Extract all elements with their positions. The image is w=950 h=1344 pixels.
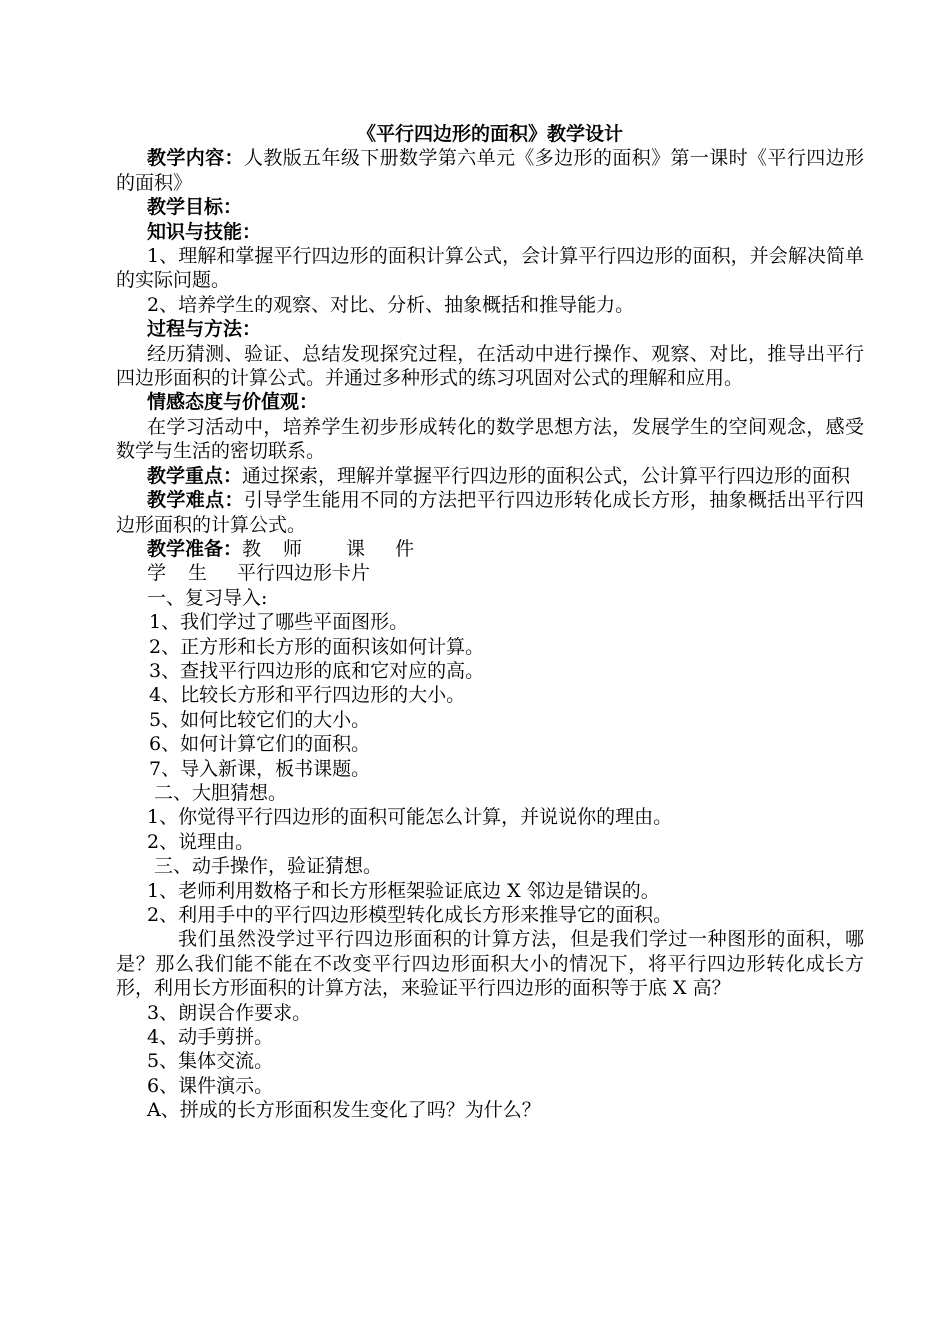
preparation-paragraph: [116, 537, 864, 561]
review-item-2: 2、正方形和长方形的面积该如何计算。: [149, 635, 485, 658]
difficulty-paragraph: [116, 488, 864, 537]
teaching-goals-heading: 教学目标：: [147, 196, 243, 219]
teaching-content-text: 人教版五年级下册数学第六单元《多边形的面积》第一课时《平行四边形的面积》: [116, 147, 864, 194]
guess-item-2: 2、说理由。: [147, 830, 255, 853]
document-body: [116, 122, 864, 1123]
difficulty-text: 引导学生能用不同的方法把平行四边形转化成长方形，抽象概括出平行四边形面积的计算公式。: [116, 489, 864, 536]
section-review-heading: 一、复习导入:: [147, 586, 268, 609]
review-item-3: 3、查找平行四边形的底和它对应的高。: [149, 659, 485, 682]
prep-student-char-1: 学: [147, 562, 167, 585]
review-item-5: 5、如何比较它们的大小。: [149, 708, 371, 731]
guess-item-1: 1、你觉得平行四边形的面积可能怎么计算，并说说你的理由。: [147, 806, 673, 829]
knowledge-skills-heading: 知识与技能：: [147, 220, 262, 243]
key-point-paragraph: [116, 464, 864, 488]
process-methods-text: 经历猜测、验证、总结发现探究过程，在活动中进行操作、观察、对比，推导出平行四边形面积的计算公式。并通过多种形式的练习巩固对公式的理解和应用。: [116, 342, 864, 390]
section-guess-heading: 二、大胆猜想。: [154, 781, 288, 804]
activity-item-3: 3、朗误合作要求。: [147, 1001, 312, 1024]
preparation-student-line: [116, 561, 864, 585]
document-title: 《平行四边形的面积》教学设计: [356, 123, 623, 145]
prep-courseware-char-2: 件: [395, 537, 415, 560]
prep-student-item: 平行四边形卡片: [237, 562, 371, 585]
key-point-label: 教学重点：: [147, 464, 243, 487]
activity-item-4: 4、动手剪拼。: [147, 1026, 274, 1049]
key-point-text: 通过探索，理解并掌握平行四边形的面积公式，公计算平行四边形的面积: [242, 464, 851, 487]
prep-student-char-2: 生: [188, 562, 208, 585]
verify-item-2: 2、利用手中的平行四边形模型转化成长方形来推导它的面积。: [147, 904, 673, 926]
emotion-values-heading: 情感态度与价值观：: [147, 391, 319, 414]
prep-teacher-char-2: 师: [283, 537, 303, 560]
activity-item-5: 5、集体交流。: [147, 1050, 274, 1073]
difficulty-label: 教学难点：: [147, 489, 244, 512]
question-a: A、拼成的长方形面积发生变化了吗？为什么？: [147, 1099, 541, 1122]
section-verify-heading: 三、动手操作，验证猜想。: [154, 855, 383, 878]
verify-paragraph: 我们虽然没学过平行四边形面积的计算方法，但是我们学过一种图形的面积，哪是？那么我们能不能在不改变平行四边形面积大小的情况下，将平行四边形转化成长方形，利用长方形面积的计算方法，来验证平行四边形的面积等于底 X 高？: [116, 928, 864, 1000]
activity-item-6: 6、课件演示。: [147, 1074, 274, 1097]
verify-item-1: 1、老师利用数格子和长方形框架验证底边 X 邻边是错误的。: [147, 879, 660, 902]
prep-teacher-char-1: 教: [242, 537, 262, 560]
emotion-values-text: 在学习活动中，培养学生初步形成转化的数学思想方法，发展学生的空间观念，感受数学与生活的密切联系。: [116, 415, 864, 463]
review-item-6: 6、如何计算它们的面积。: [149, 733, 371, 756]
process-methods-heading: 过程与方法：: [147, 318, 262, 341]
teaching-content-label: 教学内容：: [147, 147, 244, 170]
teaching-content-paragraph: [116, 146, 864, 195]
review-item-7: 7、导入新课，板书课题。: [149, 757, 371, 780]
preparation-label: 教学准备：: [147, 537, 243, 560]
review-item-4: 4、比较长方形和平行四边形的大小。: [149, 684, 466, 707]
knowledge-item-2: 2、培养学生的观察、对比、分析、抽象概括和推导能力。: [147, 293, 635, 316]
knowledge-item-1: 1、理解和掌握平行四边形的面积计算公式，会计算平行四边形的面积，并会解决简单的实际问题。: [116, 245, 864, 292]
prep-courseware-char-1: 课: [346, 537, 366, 560]
review-item-1: 1、我们学过了哪些平面图形。: [149, 611, 409, 634]
